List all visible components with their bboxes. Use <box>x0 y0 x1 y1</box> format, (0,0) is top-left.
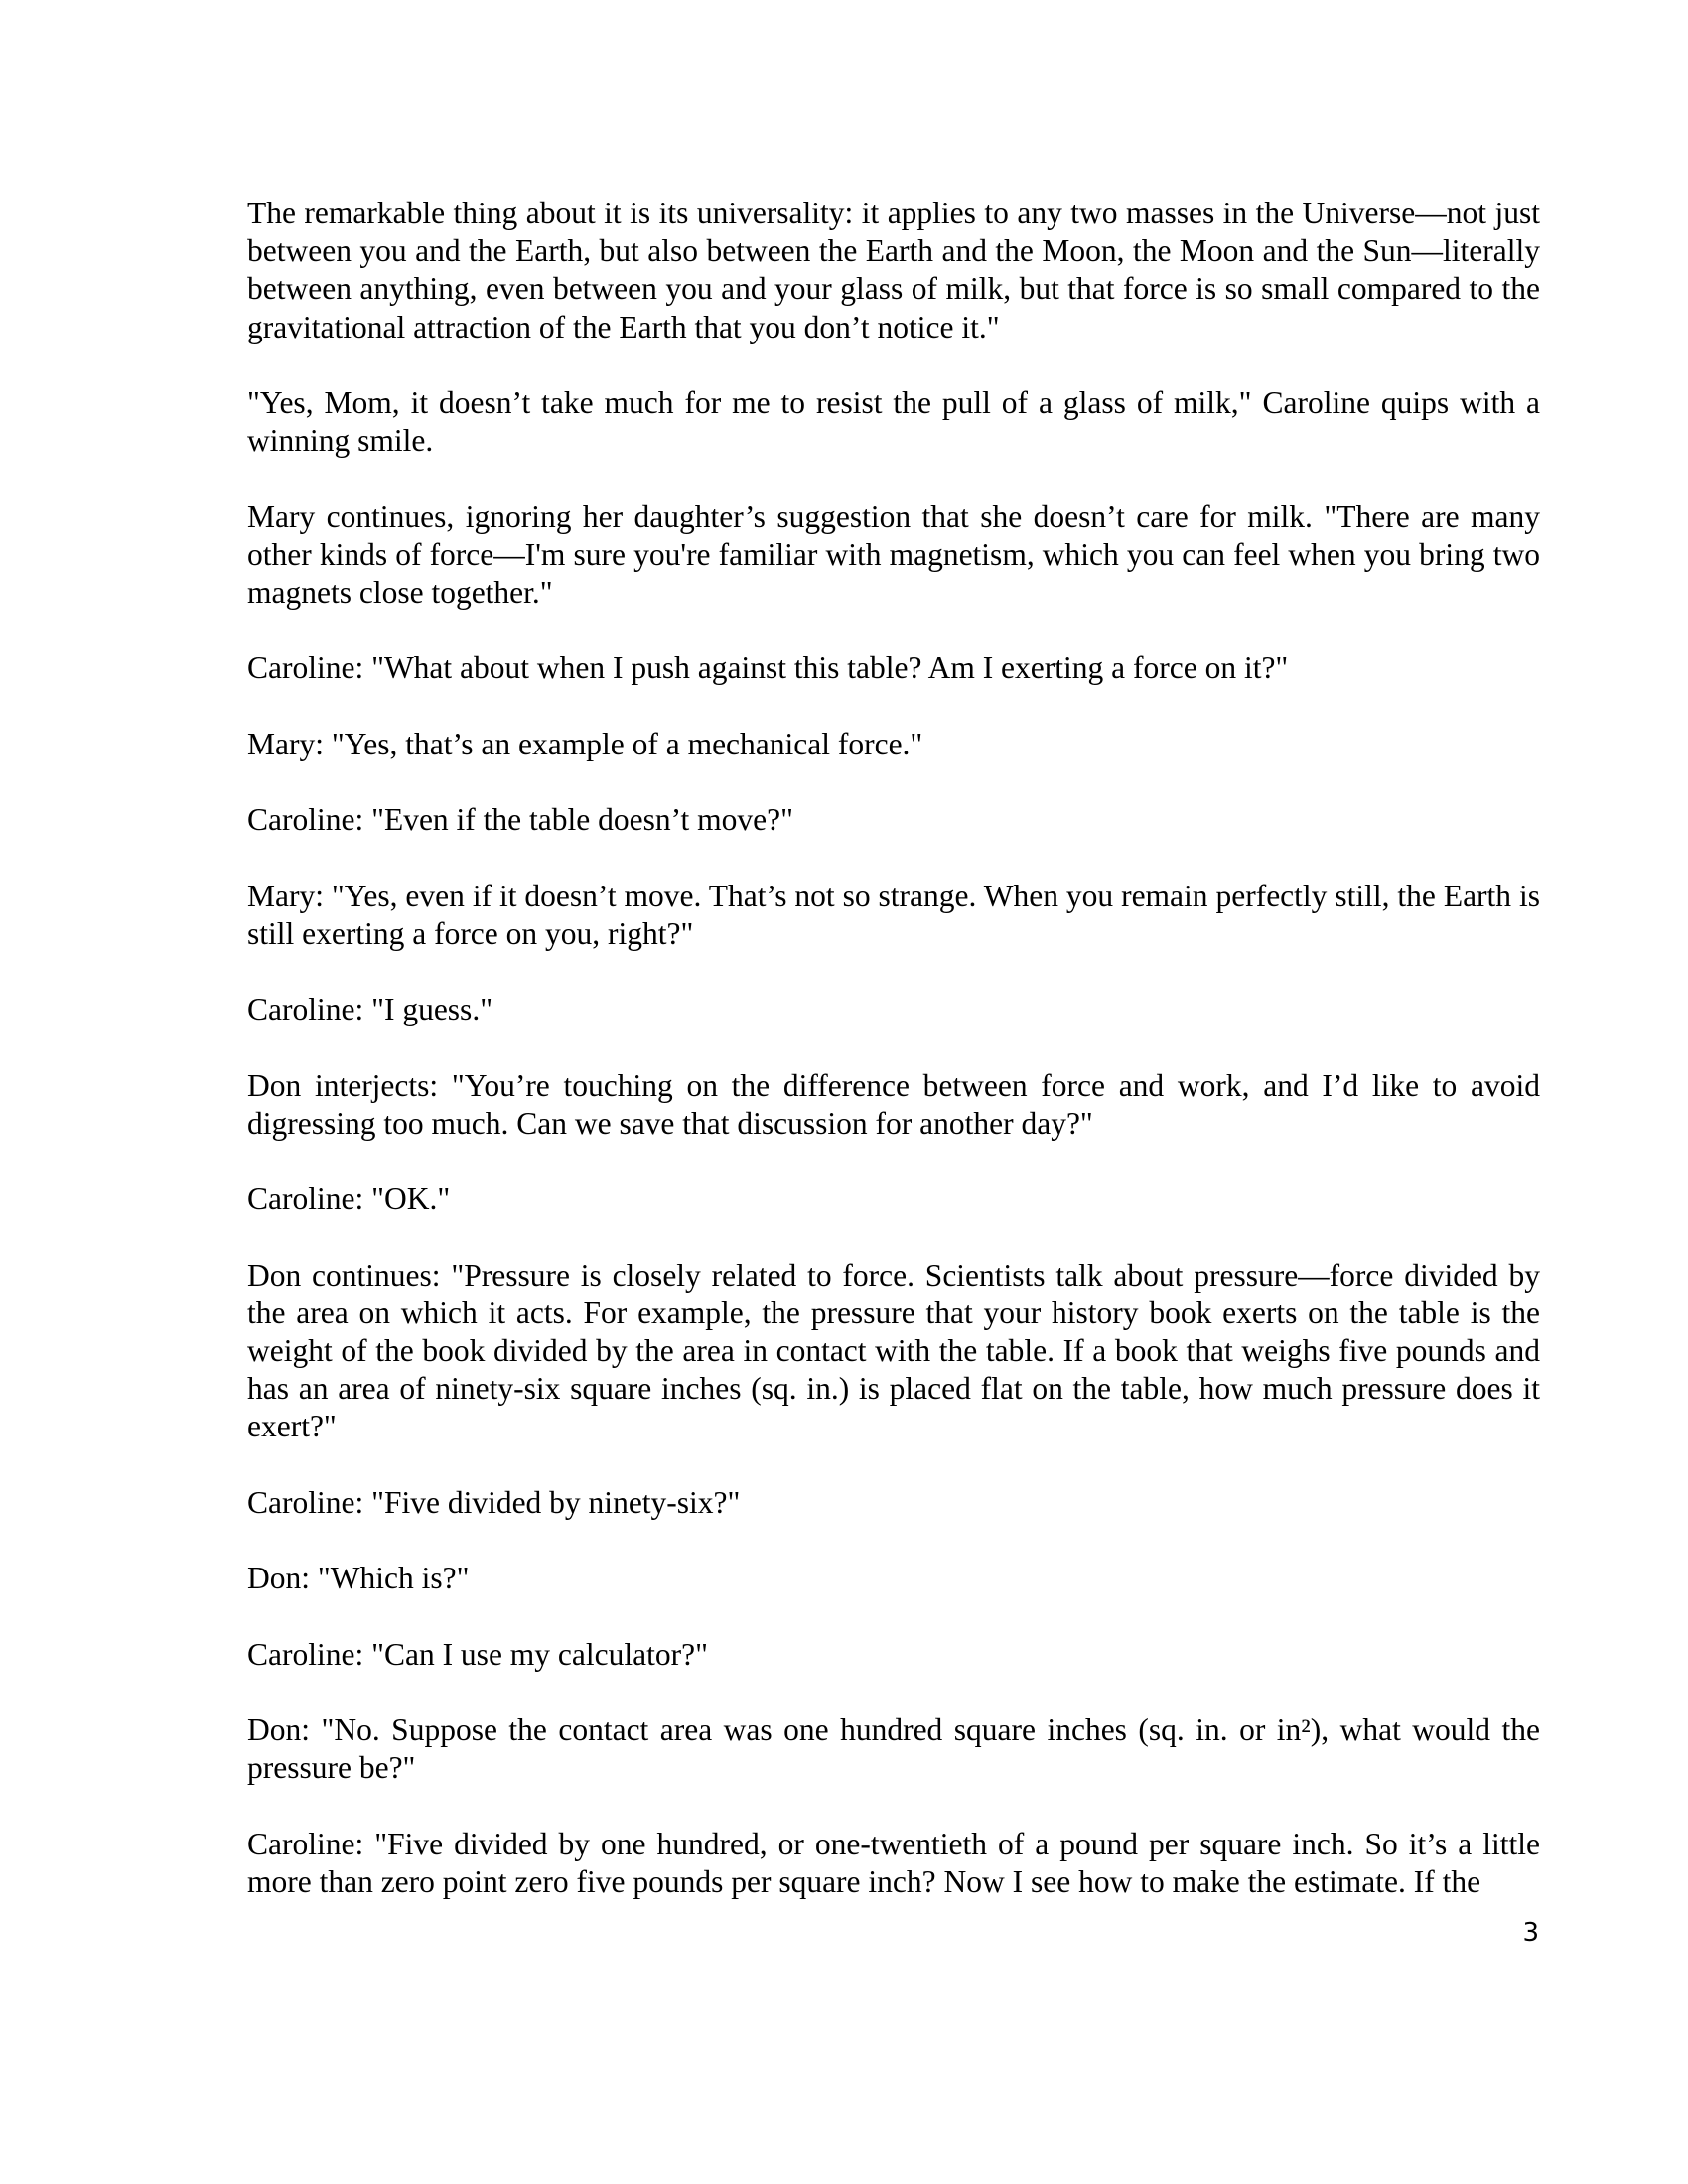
paragraph-gravity-universality: The remarkable thing about it is its universality: it applies to any two masses in the Universe—not just between you and the Earth, but also between the Earth and the Moon, the Moon and the Sun—literally between anything, even between you and your glass of milk, but that force is so small compared to the gravitational attraction of the Earth that you don’t notice it." <box>247 196 1540 344</box>
paragraph-caroline-milk: "Yes, Mom, it doesn’t take much for me to resist the pull of a glass of milk," Caroline quips with a winning smile. <box>247 385 1540 459</box>
paragraph-mary-still: Mary: "Yes, even if it doesn’t move. That’s not so strange. When you remain perfectly still, the Earth is still exerting a force on you, right?" <box>247 878 1540 951</box>
paragraph-don-interjects: Don interjects: "You’re touching on the difference between force and work, and I’d like to avoid digressing too much. Can we save that discussion for another day?" <box>247 1067 1540 1141</box>
body-text <box>247 195 1540 1939</box>
paragraph-caroline-push-table: Caroline: "What about when I push against this table? Am I exerting a force on it?" <box>247 650 1289 686</box>
paragraph-caroline-table-move: Caroline: "Even if the table doesn’t move?" <box>247 802 793 838</box>
paragraph-caroline-guess: Caroline: "I guess." <box>247 992 493 1027</box>
paragraph-don-pressure: Don continues: "Pressure is closely related to force. Scientists talk about pressure—force divided by the area on which it acts. For example, the pressure that your history book exerts on the table is the weight of the book divided by the area in contact with the table. If a book that weighs five pounds and has an area of ninety-six square inches (sq. in.) is placed flat on the table, how much pressure does it exert?" <box>247 1257 1540 1444</box>
paragraph-caroline-calculator: Caroline: "Can I use my calculator?" <box>247 1636 708 1672</box>
paragraph-mary-mechanical-force: Mary: "Yes, that’s an example of a mechanical force." <box>247 726 923 761</box>
paragraph-caroline-estimate: Caroline: "Five divided by one hundred, or one-twentieth of a pound per square inch. So it’s a little more than zero point zero five pounds per square inch? Now I see how to make the estimate. If the <box>247 1826 1540 1899</box>
paragraph-caroline-five-divided: Caroline: "Five divided by ninety-six?" <box>247 1484 741 1520</box>
paragraph-don-which-is: Don: "Which is?" <box>247 1561 470 1596</box>
page-number: 3 <box>1522 1918 1539 1948</box>
paragraph-caroline-ok: Caroline: "OK." <box>247 1181 451 1217</box>
paragraph-mary-magnetism: Mary continues, ignoring her daughter’s suggestion that she doesn’t care for milk. "There are many other kinds of force—I'm sure you're familiar with magnetism, which you can feel when you bring two magnets close together." <box>247 498 1540 610</box>
paragraph-don-hundred-inches: Don: "No. Suppose the contact area was one hundred square inches (sq. in. or in²), what would the pressure be?" <box>247 1711 1540 1786</box>
